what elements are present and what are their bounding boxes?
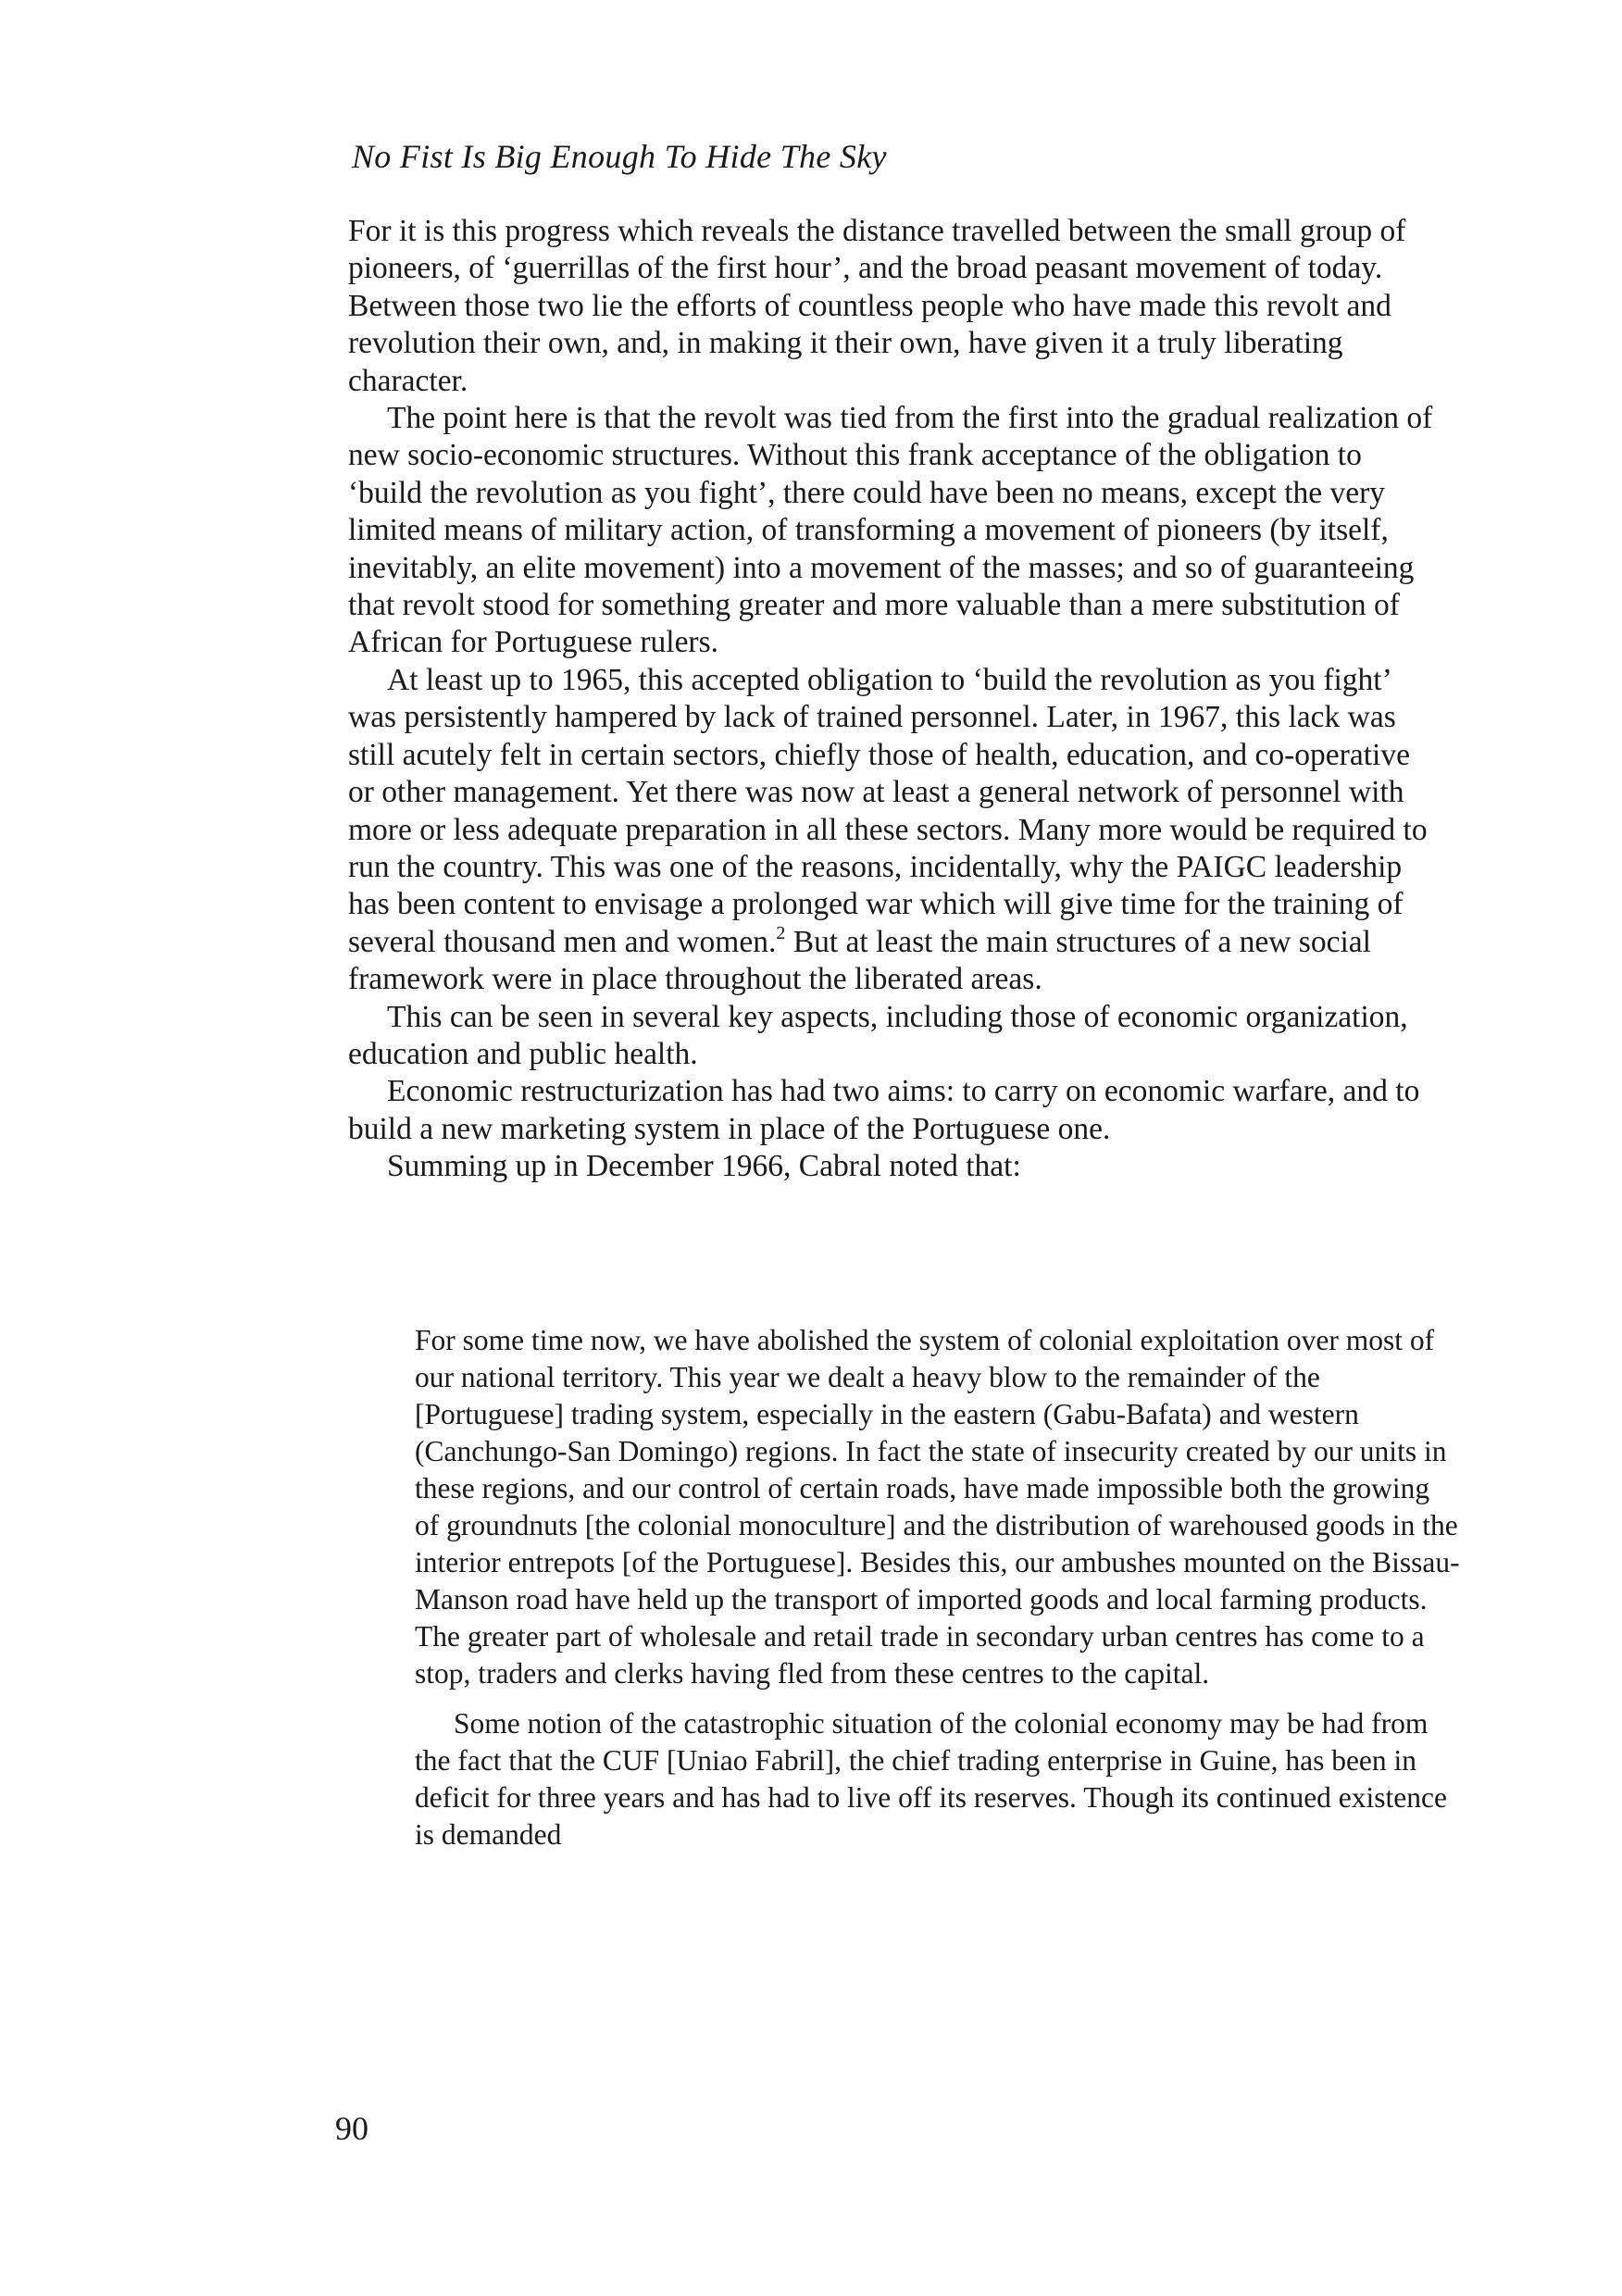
block-quote — [415, 1322, 1461, 1853]
paragraph — [348, 662, 1441, 999]
footnote-reference: 2 — [776, 922, 786, 943]
paragraph: Summing up in December 1966, Cabral noted that: — [387, 1149, 1021, 1184]
paragraph-text: But at least the main structures of a new social framework were in place throughout the liberated areas. — [348, 924, 1371, 997]
running-head: No Fist Is Big Enough To Hide The Sky — [352, 138, 887, 175]
page-number: 90 — [335, 2110, 368, 2147]
quote-paragraph: For some time now, we have abolished the system of colonial exploitation over most of our national territory. This year we dealt a heavy blow to the remainder of the [Portuguese] trading system, especially in the eastern (Gabu-Bafata) and western (Canchungo-San Domingo) regions. In fact the state of insecurity created by our units in these regions, and our control of certain roads, have made impossible both the growing of groundnuts [the colonial monoculture] and the distribution of warehoused goods in the interior entrepots [of the Portuguese]. Besides this, our ambushes mounted on the Bissau-Manson road have held up the transport of imported goods and local farming products. The greater part of wholesale and retail trade in secondary urban centres has come to a stop, traders and clerks having fled from these centres to the capital. — [415, 1324, 1460, 1690]
quote-paragraph: Some notion of the catastrophic situation of the colonial economy may be had from the fact that the CUF [Uniao Fabril], the chief trading enterprise in Guine, has been in deficit for three years and has had to live off its reserves. Though its continued existence is demanded — [415, 1707, 1447, 1851]
body-text — [348, 213, 1441, 1186]
paragraph: Economic restructurization has had two aims: to carry on economic warfare, and to build a new marketing system in place of the Portuguese one. — [348, 1074, 1420, 1146]
paragraph-text: At least up to 1965, this accepted obligation to ‘build the revolution as you fight’ was persistently hampered by lack of trained personnel. Later, in 1967, this lack was still acutely felt in certain sectors, chiefly those of health, education, and co-operative or other management. Yet there was now at least a general network of personnel with more or less adequate preparation in all these sectors. Many more would be required to run the country. This was one of the reasons, incidentally, why the PAIGC leadership has been content to envisage a prolonged war which will give time for the training of several thousand men and women. — [348, 662, 1428, 959]
paragraph: For it is this progress which reveals the distance travelled between the small group of pioneers, of ‘guerrillas of the first hour’, and the broad peasant movement of today. Between those two lie the efforts of countless people who have made this revolt and revolution their own, and, in making it their own, have given it a truly liberating character. — [348, 214, 1406, 398]
paragraph: The point here is that the revolt was tied from the first into the gradual realization of new socio-economic structures. Without this frank acceptance of the obligation to ‘build the revolution as you fight’, there could have been no means, except the very limited means of military action, of transforming a movement of pioneers (by itself, inevitably, an elite movement) into a movement of the masses; and so of guaranteeing that revolt stood for something greater and more valuable than a mere substitution of African for Portuguese rulers. — [348, 401, 1433, 660]
paragraph: This can be seen in several key aspects, including those of economic organization, education and public health. — [348, 999, 1408, 1071]
